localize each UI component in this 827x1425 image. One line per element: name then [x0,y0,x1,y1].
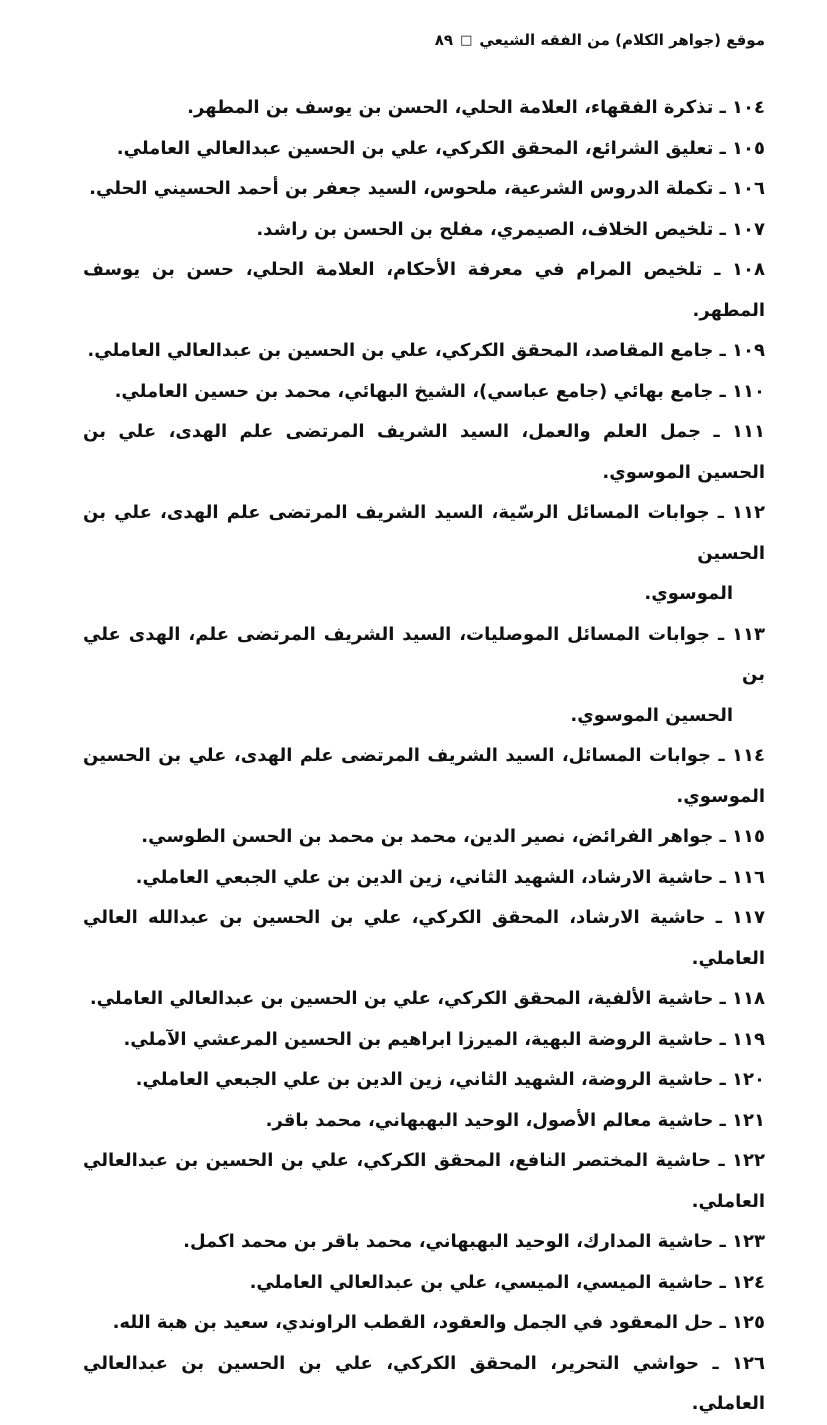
entry-number: ١٠٧ [732,218,765,240]
entry-text-continuation: الحسين الموسوي. [570,704,733,726]
entry-text: حاشية المختصر النافع، المحقق الكركي، علي بن الحسين بن عبدالعالي العاملي. [83,1150,765,1212]
entry-number: ١١٣ [732,623,765,645]
entry-number: ١١٨ [732,988,765,1009]
list-item: ١٠٥ ـ تعليق الشرائع، المحقق الكركي، علي بن الحسين عبدالعالي العاملي. [116,137,765,159]
entry-text: حاشية الميسي، الميسي، علي بن عبدالعالي العاملي. [249,1271,714,1293]
entry-number: ١٠٨ [732,259,766,280]
entry-text: حاشية الألفية، المحقق الكركي، علي بن الحسين بن عبدالعالي العاملي. [89,988,714,1009]
list-item: ١٢٦ ـ حواشي التحرير، المحقق الكركي، علي بن الحسين بن عبدالعالي العاملي. [83,1352,765,1414]
entry-number: ١٢٥ [732,1312,765,1333]
list-item: ١٠٩ ـ جامع المقاصد، المحقق الكركي، علي بن الحسين بن عبدالعالي العاملي. [87,340,765,361]
entry-text: حاشية الارشاد، الشهيد الثاني، زين الدين بن علي الجبعي العاملي. [135,866,714,888]
entry-text: جوابات المسائل الموصليات، السيد الشريف المرتضى علم، الهدى علي بن [83,623,765,685]
entry-text: جوابات المسائل، السيد الشريف المرتضى علم الهدى، علي بن الحسين الموسوي. [83,745,765,807]
entry-text: تذكرة الفقهاء، العلامة الحلي، الحسن بن يوسف بن المطهر. [187,97,714,118]
entry-text: تلخيص المرام في معرفة الأحكام، العلامة الحلي، حسن بن يوسف المطهر. [83,259,765,321]
entry-text: حاشية الروضة، الشهيد الثاني، زين الدين بن علي الجبعي العاملي. [135,1069,714,1090]
entry-text: جوابات المسائل الرسّية، السيد الشريف المرتضى علم الهدى، علي بن الحسين [83,502,765,564]
entry-number: ١٢٠ [732,1069,765,1090]
running-header-title: موقع (جواهر الكلام) من الفقه الشيعي [479,31,765,49]
list-item: ١٠٨ ـ تلخيص المرام في معرفة الأحكام، العلامة الحلي، حسن بن يوسف المطهر. [83,259,766,321]
list-item: ١١٤ ـ جوابات المسائل، السيد الشريف المرتضى علم الهدى، علي بن الحسين الموسوي. [83,745,766,807]
entry-number: ١١٦ [732,866,765,888]
entry-text: جمل العلم والعمل، السيد الشريف المرتضى علم الهدى، علي بن الحسين الموسوي. [83,421,765,483]
entry-text: تكملة الدروس الشرعية، ملحوس، السيد جعفر بن أحمد الحسيني الحلي. [89,178,714,199]
entry-number: ١٢٣ [732,1231,765,1252]
entry-number: ١١٤ [732,745,766,766]
square-separator-icon: □ [460,32,473,48]
entry-number: ١١١ [732,421,766,442]
entry-text: حل المعقود في الجمل والعقود، القطب الراوندي، سعيد بن هبة الله. [112,1312,714,1333]
entry-text: حاشية الروضة البهية، الميرزا ابراهيم بن الحسين المرعشي الآملي. [123,1028,714,1050]
entry-number: ١٠٤ [732,97,765,118]
list-item: ١١٠ ـ جامع بهائي (جامع عباسي)، الشيخ البهائي، محمد بن حسين العاملي. [114,380,765,402]
entry-number: ١١٥ [732,826,765,847]
list-item: ١٢٢ ـ حاشية المختصر النافع، المحقق الكركي، علي بن الحسين بن عبدالعالي العاملي. [83,1150,766,1212]
list-item: ١٠٧ ـ تلخيص الخلاف، الصيمري، مفلح بن الحسن بن راشد. [256,218,765,240]
list-item: ١١٦ ـ حاشية الارشاد، الشهيد الثاني، زين الدين بن علي الجبعي العاملي. [135,866,765,888]
bibliography-list [83,88,765,1425]
entry-text: جواهر الفرائض، نصير الدين، محمد بن محمد بن الحسن الطوسي. [141,826,714,847]
list-item: ١٢٥ ـ حل المعقود في الجمل والعقود، القطب الراوندي، سعيد بن هبة الله. [112,1312,765,1333]
entry-number: ١٠٩ [732,340,765,361]
entry-number: ١١٢ [732,502,765,523]
list-item: ١١٣ ـ جوابات المسائل الموصليات، السيد الشريف المرتضى علم، الهدى علي بن الحسين الموسوي. [83,615,765,737]
entry-number: ١١٠ [732,380,765,402]
page-number: ٨٩ [434,31,454,49]
entry-text: حواشي التحرير، المحقق الكركي، علي بن الحسين بن عبدالعالي العاملي. [83,1352,765,1414]
list-item: ١١٨ ـ حاشية الألفية، المحقق الكركي، علي بن الحسين بن عبدالعالي العاملي. [89,988,765,1009]
list-item: ١٢١ ـ حاشية معالم الأصول، الوحيد البهبهاني، محمد باقر. [265,1109,765,1131]
running-header [435,31,765,49]
entry-number: ١١٧ [732,907,765,928]
entry-text: حاشية معالم الأصول، الوحيد البهبهاني، محمد باقر. [265,1109,714,1131]
list-item: ١١١ ـ جمل العلم والعمل، السيد الشريف المرتضى علم الهدى، علي بن الحسين الموسوي. [83,421,766,483]
entry-text-continuation: الموسوي. [644,583,733,604]
entry-number: ١٢٢ [732,1150,766,1171]
list-item: ١٢٣ ـ حاشية المدارك، الوحيد البهبهاني، محمد باقر بن محمد اكمل. [183,1231,765,1252]
entry-text: حاشية المدارك، الوحيد البهبهاني، محمد باقر بن محمد اكمل. [183,1231,714,1252]
entry-number: ١٠٥ [732,137,765,159]
list-item: ١٢٤ ـ حاشية الميسي، الميسي، علي بن عبدالعالي العاملي. [249,1271,765,1293]
entry-text: جامع المقاصد، المحقق الكركي، علي بن الحسين بن عبدالعالي العاملي. [87,340,714,361]
entry-number: ١٢٦ [732,1352,765,1374]
list-item: ١١٩ ـ حاشية الروضة البهية، الميرزا ابراهيم بن الحسين المرعشي الآملي. [123,1028,765,1050]
list-item: ١١٢ ـ جوابات المسائل الرسّية، السيد الشريف المرتضى علم الهدى، علي بن الحسين الموسوي. [83,493,765,615]
list-item: ١١٧ ـ حاشية الارشاد، المحقق الكركي، علي بن الحسين بن عبدالله العالي العاملي. [83,907,765,969]
entry-number: ١٠٦ [732,178,765,199]
entry-text: تعليق الشرائع، المحقق الكركي، علي بن الحسين عبدالعالي العاملي. [116,137,714,159]
entry-number: ١٢٤ [732,1271,765,1293]
entry-text: حاشية الارشاد، المحقق الكركي، علي بن الحسين بن عبدالله العالي العاملي. [83,907,765,969]
list-item: ١٢٠ ـ حاشية الروضة، الشهيد الثاني، زين الدين بن علي الجبعي العاملي. [135,1069,765,1090]
entry-number: ١٢١ [732,1109,765,1131]
list-item: ١١٥ ـ جواهر الفرائض، نصير الدين، محمد بن محمد بن الحسن الطوسي. [141,826,765,847]
entry-text: جامع بهائي (جامع عباسي)، الشيخ البهائي، محمد بن حسين العاملي. [114,380,714,402]
list-item: ١٠٤ ـ تذكرة الفقهاء، العلامة الحلي، الحسن بن يوسف بن المطهر. [187,97,765,118]
entry-number: ١١٩ [732,1028,765,1050]
entry-text: تلخيص الخلاف، الصيمري، مفلح بن الحسن بن راشد. [256,218,714,240]
list-item: ١٠٦ ـ تكملة الدروس الشرعية، ملحوس، السيد جعفر بن أحمد الحسيني الحلي. [89,178,765,199]
